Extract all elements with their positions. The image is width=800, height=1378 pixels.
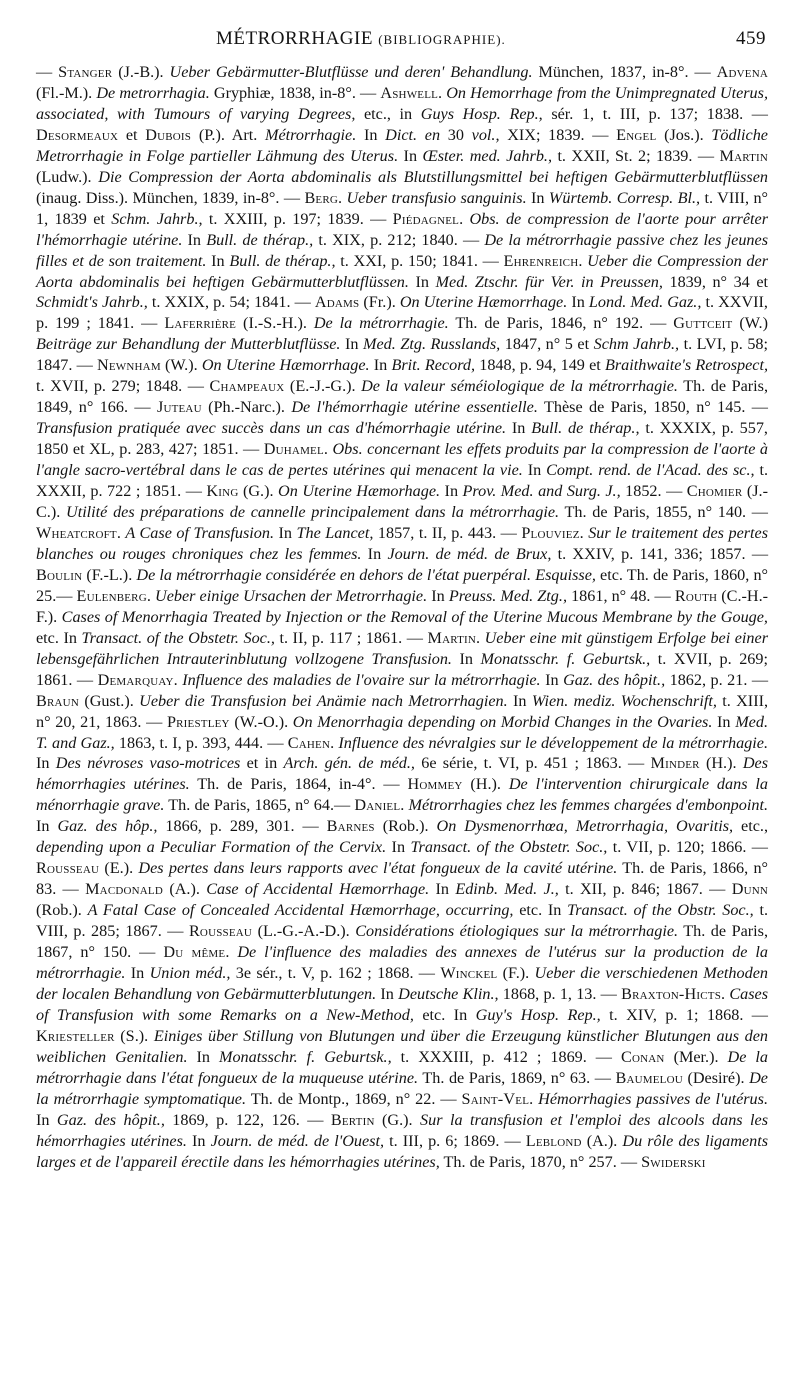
work-title: Considérations étiologiques sur la métrorrhagie. [355, 922, 679, 941]
bibliography-text [36, 62, 768, 1173]
work-title: Des hémorrhagies utérines. [36, 754, 769, 794]
citation-text: 3e sér., t. V, p. 162 ; 1868. — [230, 963, 441, 982]
citation-text: 1839, n° 34 et [662, 272, 769, 291]
citation-text: In [408, 272, 436, 291]
citation-text: t. XXIV, p. 141, 336; 1857. — [551, 544, 769, 563]
author-name: Juteau [156, 398, 202, 417]
citation-text: (F.-L.). [82, 565, 137, 584]
work-title: Métrorrhagie. [265, 125, 357, 144]
author-name: Wheatcroft [36, 523, 117, 542]
citation-text: etc. Th. de Paris, 1860, n° 25.— [36, 565, 769, 605]
author-name: Leblond [525, 1131, 582, 1150]
citation-text: etc. In [513, 901, 568, 920]
citation-text: In [507, 691, 532, 710]
author-name: Rousseau [36, 859, 100, 878]
citation-text: . [173, 670, 183, 689]
citation-text: Thèse de Paris, 1850, n° 145. — [537, 398, 768, 417]
citation-text: In [567, 293, 589, 312]
work-title: Dict. en [385, 125, 441, 144]
citation-text: et [118, 125, 146, 144]
work-title: On Uterine Hæmorrhage. [399, 293, 568, 312]
page-number: 459 [736, 28, 766, 49]
author-name: Cahen [287, 733, 331, 752]
work-title: Ueber eine mit günstigem Erfolge bei einer lebensgefährlichen Intrauterinblutung vollzogene Transfusion. [36, 628, 769, 668]
citation-text: (Rob.). [36, 901, 88, 920]
citation-text: t. VIII, p. 285; 1867. — [36, 901, 768, 941]
author-name: Duhamel [263, 440, 324, 459]
author-name: Engel [616, 125, 657, 144]
bibliography-paragraph [36, 62, 768, 1173]
citation-text: 1868, p. 1, 13. — [498, 984, 622, 1003]
citation-text: etc., in [355, 104, 421, 123]
citation-text: . [476, 628, 485, 647]
work-title: Gaz. des hôpit., [56, 1110, 165, 1129]
citation-text: (Mer.). [664, 1047, 728, 1066]
work-title: On Dysmenorrhœa, Metrorrhagia, Ovaritis, [436, 817, 734, 836]
work-title: Wien. mediz. Wochenschrift, [531, 691, 717, 710]
citation-text: XIX; 1839. — [499, 125, 617, 144]
citation-text: sér. 1, t. III, p. 137; 1838. — [542, 104, 768, 123]
citation-text: t. XIV, p. 1; 1868. — [600, 1005, 768, 1024]
citation-text: In [361, 544, 388, 563]
citation-text: t. XXIX, p. 54; 1841. — [147, 293, 315, 312]
citation-text: (W.) [732, 314, 768, 333]
citation-text: (E.-J.-G.). [284, 377, 362, 396]
work-title: Transact. of the Obstetr. Soc., [81, 628, 275, 647]
citation-text: (Gust.). [78, 691, 140, 710]
running-title-main: MÉTRORRHAGIE [216, 28, 373, 49]
work-title: De l'intervention chirurgicale dans la ménorrhagie grave. [36, 775, 768, 815]
running-title [216, 28, 506, 50]
work-title: Brit. Record, [391, 356, 476, 375]
citation-text: (E.). [99, 859, 139, 878]
citation-text: Th. de Paris, 1866, n° 83. — [36, 859, 769, 899]
work-title: A Case of Transfusion. [125, 523, 274, 542]
author-name: Champeaux [209, 377, 285, 396]
author-name: Desormeaux [36, 125, 119, 144]
citation-text: t. VIII, n° 1, 1839 et [36, 188, 769, 228]
author-name: Guttceit [673, 314, 733, 333]
citation-text: t. XXIII, p. 197; 1839. — [202, 209, 393, 228]
work-title: De la valeur séméiologique de la métrorrhagie. [361, 377, 678, 396]
citation-text: Th. de Paris, 1867, n° 150. — [36, 922, 768, 962]
citation-text: (H.). [699, 754, 743, 773]
citation-text: In [274, 523, 297, 542]
citation-text: Th. de Montp., 1869, n° 22. — [246, 1089, 462, 1108]
citation-text: (Rob.). [374, 817, 437, 836]
citation-text: t. XXXII, p. 722 ; 1851. — [36, 461, 769, 501]
work-title: Obs. concernant les effets produits par la compression de l'aorte à l'angle sacro-vertébral dans le cas de pertes utérines qui menacent la vie. [36, 440, 769, 480]
work-title: Schm. Jahrb., [111, 209, 203, 228]
citation-text: Th. de Paris, 1865, n° 64.— [164, 796, 355, 815]
citation-text: In [125, 963, 150, 982]
running-title-subtitle: (BIBLIOGRAPHIE). [378, 32, 506, 47]
citation-text: 30 [440, 125, 472, 144]
work-title: De la métrorrhagie considérée en dehors de l'état puerpéral. Esquisse, [136, 565, 596, 584]
citation-text: 1869, p. 122, 126. — [164, 1110, 331, 1129]
citation-text: — [36, 63, 59, 81]
citation-text: . [529, 1089, 539, 1108]
work-title: Deutsche Klin., [398, 984, 499, 1003]
author-name: Martin [427, 628, 477, 647]
citation-text: (G.). [374, 1110, 421, 1129]
citation-text: . [438, 83, 447, 102]
citation-text: . [578, 251, 588, 270]
work-title: Ueber Gebärmutter-Blutflüsse und deren' Behandlung. [169, 63, 533, 81]
work-title: Ueber die verschiedenen Methoden der localen Behandlung von Gebärmutterblutungen. [36, 963, 768, 1003]
author-name: Braun [36, 691, 79, 710]
work-title: Lond. Med. Gaz., [588, 293, 702, 312]
work-title: Schm Jahrb., [593, 335, 680, 354]
citation-text: (J.-C.). [36, 482, 768, 522]
work-title: Bull. de thérap., [206, 230, 314, 249]
work-title: Ueber die Compression der Aorta abdominalis bei heftigen Gebärmutterblutflüssen. [36, 251, 768, 291]
author-name: Piédagnel [392, 209, 460, 228]
author-name: Advena [716, 63, 768, 81]
work-title: Bull. de thérap., [229, 251, 336, 270]
citation-text: t. XXXIII, p. 412 ; 1869. — [391, 1047, 621, 1066]
work-title: Sur la transfusion et l'emploi des alcools dans les hémorrhagies utérines. [36, 1110, 769, 1150]
author-name: Braxton-Hicts [621, 984, 722, 1003]
citation-text: (Ludw.). [36, 167, 99, 186]
author-name: Swiderski [641, 1152, 706, 1171]
citation-text: (I.-S.-H.). [236, 314, 314, 333]
author-name: Dubois [145, 125, 192, 144]
author-name: Rousseau [188, 922, 253, 941]
author-name: Stanger [58, 63, 113, 81]
work-title: Ueber die Transfusion bei Anämie nach Metrorrhagien. [139, 691, 508, 710]
author-name: Routh [674, 586, 718, 605]
work-title: Schmidt's Jahrb., [36, 293, 148, 312]
citation-text: In [526, 188, 549, 207]
work-title: Gaz. des hôpit., [563, 670, 666, 689]
citation-text: 1848, p. 94, 149 et [475, 356, 605, 375]
work-title: depending upon a Peculiar Formation of the Cervix. [36, 838, 387, 857]
citation-text: In [369, 356, 392, 375]
citation-text: In [386, 838, 411, 857]
author-name: Kriesteller [36, 1026, 115, 1045]
work-title: Edinb. Med. J., [455, 880, 559, 899]
work-title: On Uterine Hæmorrhage. [201, 356, 370, 375]
work-title: Journ. de méd. de Brux, [387, 544, 552, 563]
work-title: Œster. med. Jahrb., [422, 146, 553, 165]
citation-text: . [400, 796, 409, 815]
citation-text: t. XVII, p. 269; 1861. — [36, 649, 768, 689]
author-name: Plouviez [521, 523, 580, 542]
work-title: Guys Hosp. Rep., [420, 104, 543, 123]
work-title: Monatsschr. f. Geburtsk., [218, 1047, 392, 1066]
work-title: The Lancet, [296, 523, 374, 542]
citation-text: In [429, 880, 456, 899]
work-title: De metrorrhagia. [96, 83, 210, 102]
citation-text: In [376, 984, 399, 1003]
citation-text: In [522, 461, 547, 480]
work-title: Cases of Menorrhagia Treated by Injection or the Removal of the Uterine Mucous Membrane by the Gouge, [61, 607, 768, 626]
citation-text: . [225, 943, 238, 962]
work-title: Einiges über Stillung von Blutungen und über die Erzeugung künstlicher Blutungen aus den weiblichen Genitalien. [36, 1026, 768, 1066]
work-title: De l'hémorrhagie utérine essentielle. [291, 398, 538, 417]
citation-text: . [721, 984, 730, 1003]
citation-text: (Ph.-Narc.). [201, 398, 292, 417]
citation-text: t. XIII, n° 20, 21, 1863. — [36, 691, 769, 731]
work-title: Ueber einige Ursachen der Metrorrhagie. [155, 586, 428, 605]
citation-text: Gryphiæ, 1838, in-8°. — [209, 83, 381, 102]
work-title: Influence des névralgies sur le développement de la métrorrhagie. [338, 733, 768, 752]
citation-text: t. XXVII, p. 199 ; 1841. — [36, 293, 768, 333]
work-title: De la métrorrhagie dans l'état fongueux de la muqueuse utérine. [36, 1047, 768, 1087]
author-name: Winckel [440, 963, 498, 982]
author-name: Ehrenreich [503, 251, 579, 270]
citation-text: etc., [733, 817, 769, 836]
citation-text: 1866, p. 289, 301. — [157, 817, 327, 836]
citation-text: 6e série, t. VI, p. 451 ; 1863. — [414, 754, 651, 773]
work-title: Gaz. des hôp., [57, 817, 158, 836]
citation-text: In [182, 230, 207, 249]
citation-text: 1862, p. 21. — [665, 670, 769, 689]
author-name: Laferrière [164, 314, 237, 333]
work-title: Transact. of the Obstr. Soc., [567, 901, 754, 920]
citation-text: 1847, n° 5 et [500, 335, 594, 354]
citation-text: Th. de Paris, 1869, n° 63. — [418, 1068, 616, 1087]
citation-text: In [340, 335, 364, 354]
citation-text: 1852. — [620, 482, 687, 501]
citation-text: München, 1837, in-8°. — [532, 63, 717, 81]
work-title: Obs. de compression de l'aorte pour arrêter l'hémorrhagie utérine. [36, 209, 769, 249]
citation-text: (Jos.). [656, 125, 712, 144]
citation-text: (S.). [114, 1026, 154, 1045]
citation-text: et in [240, 754, 284, 773]
citation-text: t. XII, p. 846; 1867. — [558, 880, 732, 899]
citation-text: In [506, 419, 532, 438]
citation-text: Th. de Paris, 1849, n° 166. — [36, 377, 768, 417]
work-title: Prov. Med. and Surg. J., [462, 482, 621, 501]
work-title: Med. T. and Gaz., [36, 712, 768, 752]
work-title: Des pertes dans leurs rapports avec l'état fongueux de la cavité utérine. [138, 859, 618, 878]
work-title: Métrorrhagies chez les femmes chargées d'embonpoint. [408, 796, 768, 815]
citation-text: (H.). [462, 775, 509, 794]
citation-text: etc. In [413, 1005, 476, 1024]
citation-text: (J.-B.). [112, 63, 170, 81]
citation-text: 1863, t. I, p. 393, 444. — [114, 733, 288, 752]
work-title: Preuss. Med. Ztg., [448, 586, 567, 605]
work-title: Tödliche Metrorrhagie in Folge partieller Lähmung des Uterus. [36, 125, 768, 165]
citation-text: (W.-O.). [229, 712, 293, 731]
citation-text: In [440, 482, 463, 501]
work-title: De l'influence des maladies des annexes de l'utérus sur la production de la métrorrhagie. [36, 943, 768, 982]
author-name: Chomier [686, 482, 743, 501]
citation-text: . [146, 586, 156, 605]
work-title: De la métrorrhagie symptomatique. [36, 1068, 768, 1108]
citation-text: . [459, 209, 470, 228]
citation-text: . [323, 440, 333, 459]
work-title: Journ. de méd. de l'Ouest, [210, 1131, 385, 1150]
author-name: Dunn [731, 880, 769, 899]
citation-text: . [338, 188, 347, 207]
citation-text: (G.). [238, 482, 279, 501]
citation-text: etc. In [36, 628, 82, 647]
work-title: Hémorrhagies passives de l'utérus. [538, 1089, 768, 1108]
work-title: Bull. de thérap., [531, 419, 640, 438]
citation-text: In [712, 712, 736, 731]
citation-text: Th. de Paris, 1846, n° 192. — [448, 314, 674, 333]
work-title: Guy's Hosp. Rep., [475, 1005, 601, 1024]
author-name: Du même [163, 943, 226, 962]
citation-text: Th. de Paris, 1870, n° 257. — [439, 1152, 642, 1171]
citation-text: (Fr.). [359, 293, 400, 312]
author-name: Newnham [97, 356, 161, 375]
citation-text: Th. de Paris, 1855, n° 140. — [559, 503, 768, 522]
work-title: Du rôle des ligaments larges et de l'appareil érectile dans les hémorrhagies utérines, [36, 1131, 768, 1171]
citation-text: t. XIX, p. 212; 1840. — [313, 230, 485, 249]
work-title: De la métrorrhagie passive chez les jeunes filles et de son traitement. [36, 230, 768, 270]
author-name: King [206, 482, 239, 501]
citation-text: t. II, p. 117 ; 1861. — [274, 628, 428, 647]
work-title: Würtemb. Corresp. Bl., [548, 188, 701, 207]
citation-text: In [186, 1131, 211, 1150]
work-title: vol., [471, 125, 500, 144]
citation-text: In [398, 146, 423, 165]
citation-text: (C.-H.-F.). [36, 586, 769, 626]
author-name: Minder [650, 754, 700, 773]
author-name: Daniel [354, 796, 401, 815]
citation-text: t. XXI, p. 150; 1841. — [335, 251, 504, 270]
work-title: Case of Accidental Hæmorrhage. [206, 880, 430, 899]
work-title: Monatsschr. f. Geburtsk., [480, 649, 651, 668]
work-title: Braithwaite's Retrospect, [604, 356, 769, 375]
citation-text: In [187, 1047, 219, 1066]
citation-text: (inaug. Diss.). München, 1839, in-8°. — [36, 188, 305, 207]
author-name: Priestley [166, 712, 230, 731]
author-name: Baumelou [615, 1068, 683, 1087]
author-name: Ashwell [380, 83, 439, 102]
work-title: Ueber transfusio sanguinis. [346, 188, 527, 207]
citation-text: . [116, 523, 126, 542]
citation-text: Th. de Paris, 1864, in-4°. — [189, 775, 408, 794]
citation-text: (L.-G.-A.-D.). [252, 922, 356, 941]
work-title: A Fatal Case of Concealed Accidental Hæmorrhage, occurring, [87, 901, 514, 920]
author-name: Barnes [326, 817, 375, 836]
author-name: Conan [621, 1047, 665, 1066]
work-title: Sur le traitement des pertes blanches ou rouges chroniques chez les femmes. [36, 523, 769, 563]
citation-text: (P.). Art. [191, 125, 266, 144]
citation-text: In [206, 251, 230, 270]
author-name: Hommey [407, 775, 463, 794]
citation-text: 1861, n° 48. — [567, 586, 675, 605]
citation-text: In [36, 1110, 57, 1129]
author-name: Bertin [330, 1110, 375, 1129]
author-name: Demarquay [97, 670, 174, 689]
citation-text: t. XXXIX, p. 557, 1850 et XL, p. 283, 427; 1851. — [36, 419, 768, 459]
author-name: Berg [304, 188, 339, 207]
citation-text: In [451, 649, 481, 668]
work-title: Utilité des préparations de cannelle principalement dans la métrorrhagie. [66, 503, 560, 522]
citation-text: t. XVII, p. 279; 1848. — [36, 377, 210, 396]
author-name: Macdonald [85, 880, 163, 899]
work-title: Compt. rend. de l'Acad. des sc., [546, 461, 755, 480]
work-title: Die Compression der Aorta abdominalis als Blutstillungsmittel bei heftigen Gebärmutterblutflüssen [98, 167, 768, 186]
citation-text: In [36, 817, 58, 836]
author-name: Martin [719, 146, 769, 165]
citation-text: (F.). [497, 963, 535, 982]
author-name: Eulenberg [76, 586, 147, 605]
work-title: Cases of Transfusion with some Remarks on a New-Method, [36, 984, 769, 1024]
work-title: On Menorrhagia depending on Morbid Changes in the Ovaries. [292, 712, 713, 731]
work-title: Med. Ztg. Russlands, [363, 335, 501, 354]
citation-text: In [36, 754, 56, 773]
citation-text: In [427, 586, 449, 605]
work-title: De la métrorrhagie. [313, 314, 449, 333]
work-title: Med. Ztschr. für Ver. in Preussen, [435, 272, 663, 291]
citation-text: . [330, 733, 339, 752]
work-title: On Hemorrhage from the Unimpregnated Uterus, associated, with Tumours of varying Degrees, [36, 83, 768, 123]
work-title: Arch. gén. de méd., [283, 754, 415, 773]
author-name: Boulin [36, 565, 83, 584]
work-title: Transfusion pratiquée avec succès dans un cas d'hémorrhagie utérine. [36, 419, 507, 438]
work-title: Influence des maladies de l'ovaire sur la métrorrhagie. [182, 670, 541, 689]
running-header [36, 28, 766, 52]
citation-text: (Desiré). [682, 1068, 750, 1087]
work-title: Des névroses vaso-motrices [55, 754, 241, 773]
citation-text: t. III, p. 6; 1869. — [384, 1131, 526, 1150]
citation-text: (Fl.-M.). [36, 83, 97, 102]
citation-text: (W.). [160, 356, 202, 375]
citation-text: t. XXII, St. 2; 1839. — [552, 146, 720, 165]
citation-text: (A.). [163, 880, 207, 899]
work-title: Union méd., [149, 963, 231, 982]
work-title: On Uterine Hæmorhage. [278, 482, 441, 501]
author-name: Adams [314, 293, 360, 312]
author-name: Saint-Vel [461, 1089, 530, 1108]
citation-text: t. LVI, p. 58; 1847. — [36, 335, 769, 375]
citation-text: . [579, 523, 589, 542]
work-title: Beiträge zur Behandlung der Mutterblutflüsse. [36, 335, 341, 354]
citation-text: In [540, 670, 564, 689]
citation-text: In [356, 125, 386, 144]
citation-text: t. VII, p. 120; 1866. — [607, 838, 768, 857]
citation-text: (A.). [581, 1131, 623, 1150]
work-title: Transact. of the Obstetr. Soc., [410, 838, 608, 857]
citation-text: 1857, t. II, p. 443. — [373, 523, 522, 542]
